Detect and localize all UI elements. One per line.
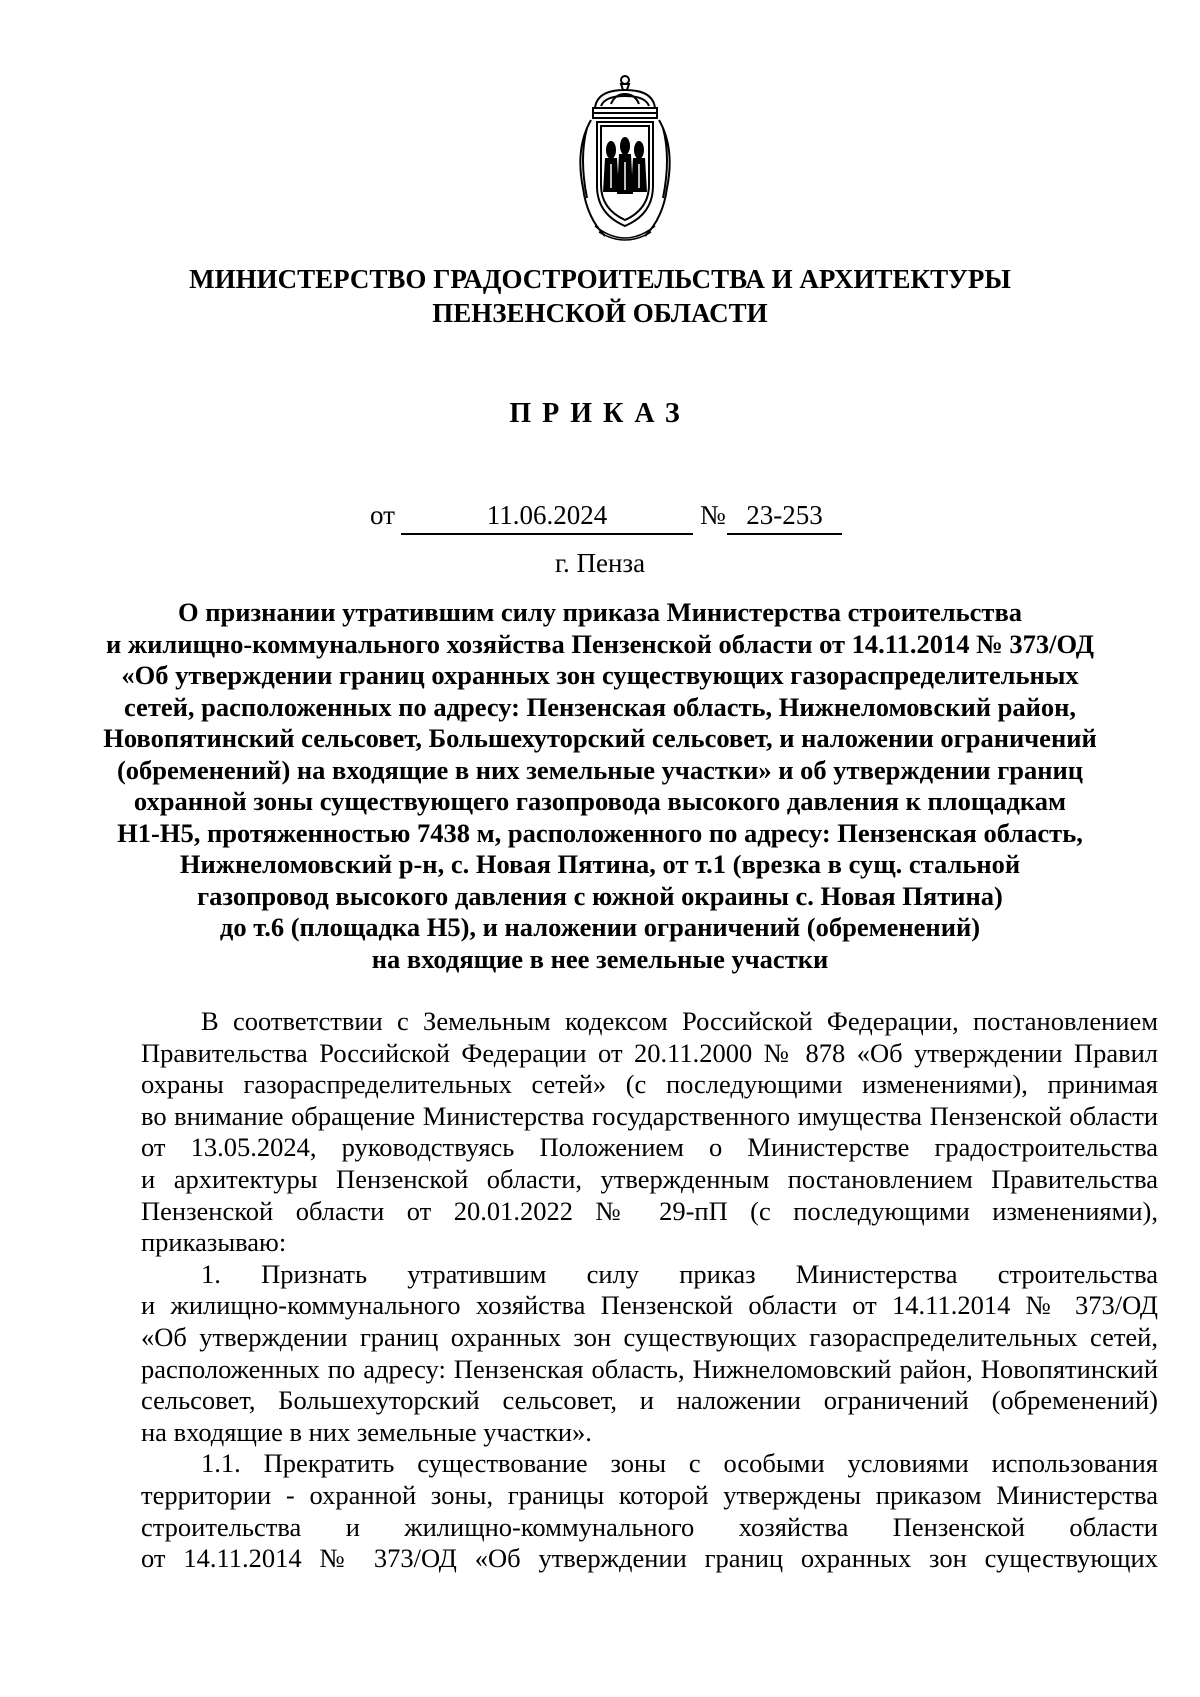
body-line: территории - охранной зоны, границы которой утверждены приказом Министерства bbox=[141, 1479, 1158, 1510]
body-line: во внимание обращение Министерства государственного имущества Пензенской области bbox=[141, 1100, 1158, 1131]
body-line: Пензенской области от 20.01.2022 № 29-пП (с последующими изменениями), bbox=[141, 1195, 1158, 1226]
body-line: и архитектуры Пензенской области, утвержденным постановлением Правительства bbox=[141, 1163, 1158, 1194]
coat-of-arms-icon bbox=[565, 68, 685, 248]
title-line: «Об утверждении границ охранных зон существующих газораспределительных bbox=[121, 660, 1079, 690]
title-line: Н1-Н5, протяженностью 7438 м, расположенного по адресу: Пензенская область, bbox=[117, 817, 1083, 848]
body-line: на входящие в них земельные участки». bbox=[141, 1416, 592, 1447]
title-line: и жилищно-коммунального хозяйства Пензенской области от 14.11.2014 № 373/ОД bbox=[106, 628, 1094, 659]
body-line: строительства и жилищно-коммунального хозяйства Пензенской области bbox=[141, 1511, 1158, 1542]
title-line: охранной зоны существующего газопровода высокого давления к площадкам bbox=[133, 786, 1067, 816]
body-line: В соответствии с Земельным кодексом Российской Федерации, постановлением bbox=[201, 1006, 1158, 1036]
number-prefix: № bbox=[700, 500, 726, 530]
body-line: сельсовет, Большехуторский сельсовет, и наложении ограничений (обременений) bbox=[141, 1385, 1158, 1416]
body-line: от 13.05.2024, руководствуясь Положением о Министерстве градостроительства bbox=[141, 1132, 1158, 1163]
title-line: до т.6 (площадка Н5), и наложении ограничений (обременений) bbox=[219, 912, 981, 942]
title-line: Нижнеломовский р-н, с. Новая Пятина, от т.1 (врезка в сущ. стальной bbox=[179, 849, 1021, 879]
body-line: 1. Признать утратившим силу приказ Министерства строительства bbox=[201, 1258, 1158, 1289]
body-line: приказываю: bbox=[141, 1227, 287, 1258]
body-line: и жилищно-коммунального хозяйства Пензенской области от 14.11.2014 № 373/ОД bbox=[141, 1290, 1158, 1321]
ministry-name bbox=[0, 262, 1200, 330]
document-title bbox=[100, 597, 1100, 975]
body-line: расположенных по адресу: Пензенская область, Нижнеломовский район, Новопятинский bbox=[141, 1353, 1158, 1384]
title-line: сетей, расположенных по адресу: Пензенская область, Нижнеломовский район, bbox=[123, 691, 1077, 722]
document-body bbox=[141, 1006, 1158, 1575]
title-line: Новопятинский сельсовет, Большехуторский сельсовет, и наложении ограничений bbox=[103, 723, 1097, 753]
title-line: газопровод высокого давления с южной окраины с. Новая Пятина) bbox=[197, 880, 1003, 911]
title-line: на входящие в нее земельные участки bbox=[371, 943, 829, 974]
date-prefix: от bbox=[370, 500, 395, 530]
document-number: 23-253 bbox=[727, 500, 842, 535]
body-line: 1.1. Прекратить существование зоны с особыми условиями использования bbox=[201, 1448, 1158, 1479]
document-type: ПРИКАЗ bbox=[509, 398, 691, 429]
body-line: от 14.11.2014 № 373/ОД «Об утверждении границ охранных зон существующих bbox=[141, 1543, 1158, 1574]
title-line: (обременений) на входящие в них земельные участки» и об утверждении границ bbox=[116, 754, 1084, 785]
document-date: 11.06.2024 bbox=[401, 500, 693, 535]
title-line: О признании утратившим силу приказа Министерства строительства bbox=[177, 597, 1023, 627]
body-line: Правительства Российской Федерации от 20.11.2000 № 878 «Об утверждении Правил bbox=[141, 1037, 1158, 1068]
date-number-row bbox=[370, 500, 870, 536]
body-line: охраны газораспределительных сетей» (с последующими изменениями), принимая bbox=[141, 1069, 1158, 1100]
body-line: «Об утверждении границ охранных зон существующих газораспределительных сетей, bbox=[141, 1321, 1158, 1352]
city: г. Пенза bbox=[554, 548, 646, 578]
ministry-line-1: МИНИСТЕРСТВО ГРАДОСТРОИТЕЛЬСТВА И АРХИТЕКТУРЫ bbox=[189, 264, 1011, 294]
ministry-line-2: ПЕНЗЕНСКОЙ ОБЛАСТИ bbox=[432, 298, 768, 328]
